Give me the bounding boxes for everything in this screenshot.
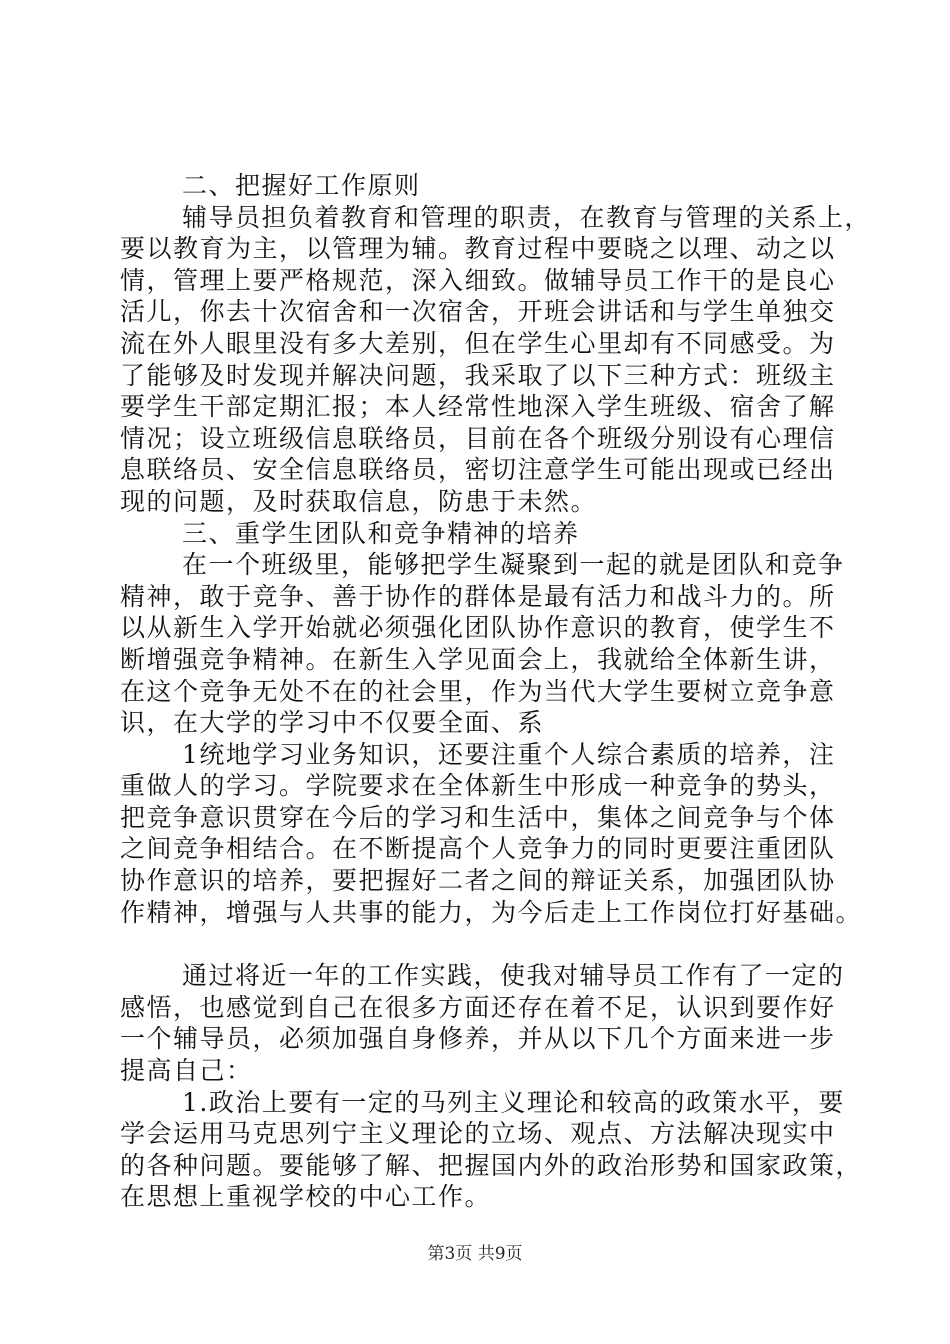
text-line: 之间竞争相结合。在不断提高个人竞争力的同时更要注重团队 [120,834,836,864]
text-line: 在这个竞争无处不在的社会里，作为当代大学生要树立竞争意 [120,676,836,706]
page-footer: 第3页 共9页 [427,1244,523,1264]
text-line: 重做人的学习。学院要求在全体新生中形成一种竞争的势头， [120,771,836,801]
text-line: 了能够及时发现并解决问题，我采取了以下三种方式：班级主 [120,360,836,390]
text-line: 以从新生入学开始就必须强化团队协作意识的教育，使学生不 [120,613,836,643]
text-line: 辅导员担负着教育和管理的职责，在教育与管理的关系上， [182,202,872,232]
document-body [120,170,872,1213]
text-line: 识，在大学的学习中不仅要全面、系 [120,708,545,738]
text-line: 现的问题，及时获取信息，防患于未然。 [120,486,598,516]
text-line: 1.政治上要有一定的马列主义理论和较高的政策水平，要 [182,1087,845,1117]
text-line: 通过将近一年的工作实践，使我对辅导员工作有了一定的 [182,961,845,991]
text-line: 的各种问题。要能够了解、把握国内外的政治形势和国家政策， [120,1150,863,1180]
text-line: 作精神，增强与人共事的能力，为今后走上工作岗位打好基础。 [120,897,863,927]
text-line: 在一个班级里，能够把学生凝聚到一起的就是团队和竞争 [182,550,845,580]
text-line: 二、把握好工作原则 [182,171,421,200]
text-line: 精神，敢于竞争、善于协作的群体是最有活力和战斗力的。所 [120,581,836,611]
text-line: 1统地学习业务知识，还要注重个人综合素质的培养，注 [182,739,836,769]
text-line: 情，管理上要严格规范，深入细致。做辅导员工作干的是良心 [120,265,836,295]
text-line: 在思想上重视学校的中心工作。 [120,1182,492,1212]
paragraph-gap [120,928,840,960]
text-line: 提高自己： [120,1056,253,1086]
text-line: 情况；设立班级信息联络员，目前在各个班级分别设有心理信 [120,423,836,453]
text-line: 一个辅导员，必须加强自身修养，并从以下几个方面来进一步 [120,1024,836,1054]
text-line: 感悟，也感觉到自己在很多方面还存在着不足，认识到要作好 [120,992,836,1022]
text-line: 断增强竞争精神。在新生入学见面会上，我就给全体新生讲， [120,644,836,674]
text-line: 把竞争意识贯穿在今后的学习和生活中，集体之间竞争与个体 [120,802,836,832]
text-line: 流在外人眼里没有多大差别，但在学生心里却有不同感受。为 [120,328,836,358]
text-line: 要以教育为主，以管理为辅。教育过程中要晓之以理、动之以 [120,234,836,264]
text-line: 三、重学生团队和竞争精神的培养 [182,518,580,548]
text-line: 要学生干部定期汇报；本人经常性地深入学生班级、宿舍了解 [120,392,836,422]
text-line: 协作意识的培养，要把握好二者之间的辩证关系，加强团队协 [120,866,836,896]
text-line: 学会运用马克思列宁主义理论的立场、观点、方法解决现实中 [120,1119,836,1149]
text-line: 息联络员、安全信息联络员，密切注意学生可能出现或已经出 [120,455,836,485]
text-line: 活儿，你去十次宿舍和一次宿舍，开班会讲话和与学生单独交 [120,297,836,327]
